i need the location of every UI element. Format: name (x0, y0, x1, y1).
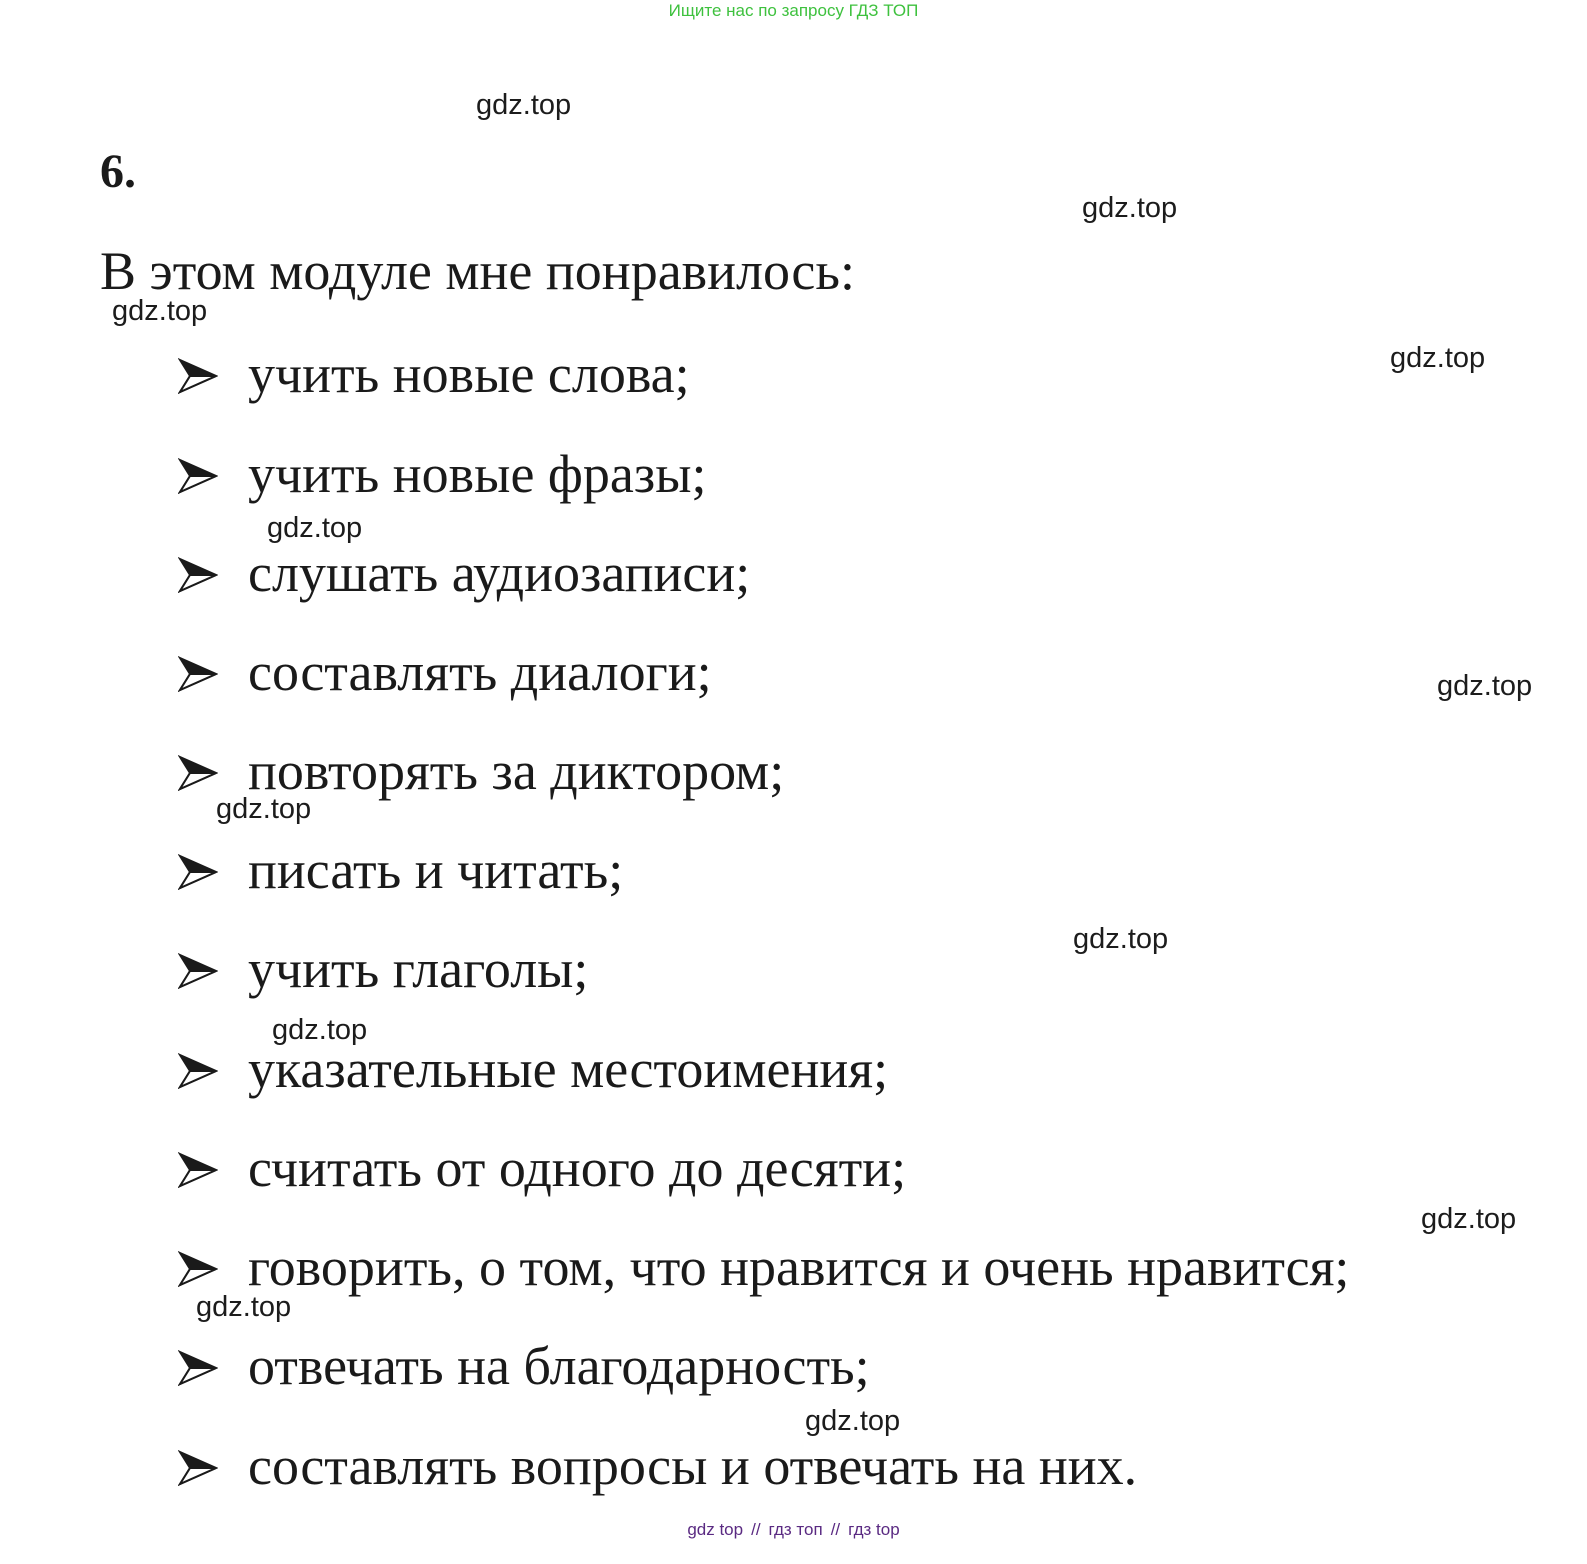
arrowhead-bullet-icon (178, 951, 218, 991)
list-item-text: слушать аудиозаписи; (248, 543, 751, 603)
watermark: gdz.top (216, 793, 312, 825)
list-item-text: учить новые фразы; (248, 444, 707, 504)
watermark: gdz.top (196, 1291, 292, 1323)
arrowhead-bullet-icon (178, 1448, 218, 1488)
watermark: gdz.top (476, 89, 572, 121)
watermark: gdz.top (805, 1405, 901, 1437)
watermark: gdz.top (1421, 1203, 1517, 1235)
watermark: gdz.top (1073, 923, 1169, 955)
list-item-text: указательные местоимения; (248, 1039, 889, 1099)
intro-heading: В этом модуле мне понравилось: (100, 241, 855, 301)
top-banner: Ищите нас по запросу ГДЗ ТОП (668, 1, 919, 20)
footer-links (0, 1518, 1587, 1542)
list-item-text: составлять вопросы и отвечать на них. (248, 1436, 1138, 1496)
footer-separator: // (830, 1520, 841, 1539)
watermark: gdz.top (272, 1014, 368, 1046)
watermark: gdz.top (1082, 192, 1178, 224)
list-item-text: повторять за диктором; (248, 741, 785, 801)
watermark: gdz.top (112, 295, 208, 327)
list-item-text: говорить, о том, что нравится и очень нравится; (248, 1237, 1350, 1297)
arrowhead-bullet-icon (178, 654, 218, 694)
list-item-text: учить новые слова; (248, 344, 690, 404)
list-item-text: писать и читать; (248, 840, 624, 900)
arrowhead-bullet-icon (178, 1150, 218, 1190)
list-item-text: отвечать на благодарность; (248, 1336, 870, 1396)
list-item-text: составлять диалоги; (248, 642, 712, 702)
footer-separator: // (751, 1520, 761, 1539)
arrowhead-bullet-icon (178, 1348, 218, 1388)
watermark: gdz.top (267, 512, 363, 544)
arrowhead-bullet-icon (178, 456, 218, 496)
arrowhead-bullet-icon (178, 1051, 218, 1091)
footer-link-gdz-top-mixed[interactable]: гдз top (848, 1520, 900, 1539)
watermark: gdz.top (1390, 342, 1486, 374)
footer-link-gdz-top[interactable]: gdz top (687, 1520, 744, 1539)
list-item-text: учить глаголы; (248, 939, 589, 999)
arrowhead-bullet-icon (178, 753, 218, 793)
arrowhead-bullet-icon (178, 852, 218, 892)
arrowhead-bullet-icon (178, 1249, 218, 1289)
arrowhead-bullet-icon (178, 555, 218, 595)
task-number: 6. (100, 145, 136, 198)
footer-link-gdz-top-ru[interactable]: гдз топ (768, 1520, 823, 1539)
watermark: gdz.top (1437, 670, 1533, 702)
arrowhead-bullet-icon (178, 356, 218, 396)
list-item-text: считать от одного до десяти; (248, 1138, 907, 1198)
